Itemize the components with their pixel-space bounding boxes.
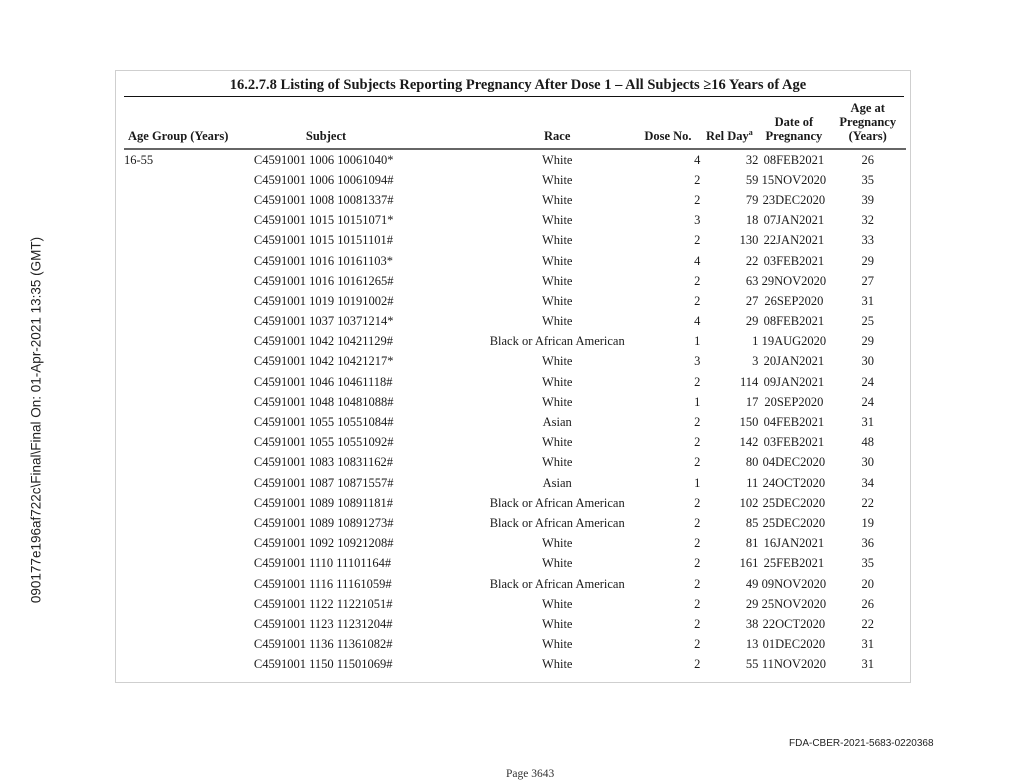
table-row <box>124 635 906 655</box>
table-row <box>124 453 906 473</box>
cell-rel-day: 29 <box>745 596 759 611</box>
cell-subject: C4591001 1042 10421217* <box>253 354 394 369</box>
cell-race: White <box>541 213 573 228</box>
cell-rel-day: 3 <box>752 354 759 369</box>
cell-age-group <box>124 534 254 554</box>
cell-race: White <box>541 455 573 470</box>
column-header-rel-day <box>700 97 758 149</box>
cell-dose-no: 2 <box>694 192 701 207</box>
table-row <box>124 291 906 311</box>
column-header-age-group: Age Group (Years) <box>124 97 254 149</box>
cell-age-at-pregnancy: 29 <box>861 253 874 268</box>
cell-subject: C4591001 1092 10921208# <box>253 536 394 551</box>
table-row <box>124 352 906 372</box>
cell-age-at-pregnancy: 22 <box>861 616 874 631</box>
cell-date-of-pregnancy: 15NOV2020 <box>761 172 827 187</box>
cell-date-of-pregnancy: 25DEC2020 <box>762 495 826 510</box>
cell-date-of-pregnancy: 09NOV2020 <box>761 576 827 591</box>
cell-race: White <box>541 354 573 369</box>
table-row <box>124 170 906 190</box>
cell-race: White <box>541 616 573 631</box>
cell-race: Black or African American <box>489 515 625 530</box>
table-row <box>124 231 906 251</box>
cell-dose-no: 4 <box>694 314 701 329</box>
cell-rel-day: 18 <box>745 213 759 228</box>
cell-age-group <box>124 190 254 210</box>
table-row <box>124 534 906 554</box>
cell-age-group <box>124 433 254 453</box>
cell-dose-no: 1 <box>694 394 701 409</box>
cell-age-group <box>124 372 254 392</box>
cell-rel-day: 29 <box>745 314 759 329</box>
cell-date-of-pregnancy: 22JAN2021 <box>763 233 825 248</box>
cell-dose-no: 2 <box>694 576 701 591</box>
header-line: Pregnancy <box>839 115 897 129</box>
cell-subject: C4591001 1016 10161103* <box>253 253 393 268</box>
cell-rel-day: 102 <box>739 495 759 510</box>
cell-rel-day: 130 <box>739 233 759 248</box>
cell-subject: C4591001 1122 11221051# <box>253 596 393 611</box>
column-header-subject: Subject <box>254 97 479 149</box>
cell-age-group <box>124 231 254 251</box>
column-header-age-at-pregnancy <box>829 97 906 149</box>
column-header-race: Race <box>479 97 635 149</box>
cell-subject: C4591001 1015 10151071* <box>253 213 394 228</box>
cell-age-group <box>124 493 254 513</box>
cell-rel-day: 11 <box>746 475 759 490</box>
cell-date-of-pregnancy: 11NOV2020 <box>761 657 826 672</box>
cell-age-group <box>124 513 254 533</box>
cell-date-of-pregnancy: 22OCT2020 <box>762 616 826 631</box>
cell-subject: C4591001 1116 11161059# <box>253 576 392 591</box>
cell-age-group <box>124 392 254 412</box>
cell-age-at-pregnancy: 22 <box>861 495 874 510</box>
cell-age-at-pregnancy: 30 <box>861 354 874 369</box>
cell-date-of-pregnancy: 04DEC2020 <box>762 455 826 470</box>
cell-dose-no: 2 <box>694 374 701 389</box>
table-row <box>124 554 906 574</box>
cell-age-group <box>124 332 254 352</box>
cell-dose-no: 2 <box>694 536 701 551</box>
cell-age-at-pregnancy: 31 <box>861 637 874 652</box>
cell-subject: C4591001 1048 10481088# <box>253 394 394 409</box>
listing-title: 16.2.7.8 Listing of Subjects Reporting Pregnancy After Dose 1 – All Subjects ≥16 Years of Age <box>124 77 904 97</box>
cell-date-of-pregnancy: 19AUG2020 <box>761 334 827 349</box>
cell-age-at-pregnancy: 24 <box>861 374 874 389</box>
cell-date-of-pregnancy: 09JAN2021 <box>763 374 825 389</box>
cell-age-group <box>124 473 254 493</box>
cell-age-group <box>124 170 254 190</box>
cell-subject: C4591001 1150 11501069# <box>253 657 393 672</box>
cell-age-at-pregnancy: 31 <box>861 293 874 308</box>
cell-subject: C4591001 1037 10371214* <box>253 314 394 329</box>
cell-rel-day: 27 <box>745 293 759 308</box>
listing-page <box>115 70 911 683</box>
cell-dose-no: 2 <box>694 556 701 571</box>
cell-age-at-pregnancy: 36 <box>861 536 874 551</box>
cell-dose-no: 3 <box>694 354 701 369</box>
document-id: FDA-CBER-2021-5683-0220368 <box>789 738 934 749</box>
cell-date-of-pregnancy: 25NOV2020 <box>761 596 827 611</box>
cell-age-group <box>124 352 254 372</box>
cell-race: White <box>541 152 573 167</box>
table-body <box>124 149 906 675</box>
cell-dose-no: 1 <box>694 334 701 349</box>
cell-age-group <box>124 574 254 594</box>
cell-age-at-pregnancy: 48 <box>861 435 874 450</box>
header-line: (Years) <box>848 129 887 143</box>
cell-dose-no: 4 <box>694 253 701 268</box>
cell-dose-no: 2 <box>694 273 701 288</box>
cell-rel-day: 85 <box>745 515 759 530</box>
cell-age-at-pregnancy: 19 <box>861 515 874 530</box>
cell-age-group <box>124 211 254 231</box>
header-line: Date of <box>774 115 814 129</box>
cell-age-at-pregnancy: 26 <box>861 152 874 167</box>
cell-age-at-pregnancy: 31 <box>861 415 874 430</box>
cell-dose-no: 2 <box>694 515 701 530</box>
cell-age-at-pregnancy: 25 <box>861 314 874 329</box>
cell-age-group <box>124 614 254 634</box>
cell-date-of-pregnancy: 25DEC2020 <box>762 515 826 530</box>
cell-subject: C4591001 1042 10421129# <box>253 334 393 349</box>
table-row <box>124 473 906 493</box>
cell-age-group <box>124 594 254 614</box>
cell-age-at-pregnancy: 30 <box>861 455 874 470</box>
table-row <box>124 190 906 210</box>
cell-subject: C4591001 1089 10891181# <box>253 495 393 510</box>
cell-rel-day: 22 <box>745 253 759 268</box>
cell-age-at-pregnancy: 20 <box>861 576 874 591</box>
cell-rel-day: 1 <box>752 334 759 349</box>
cell-race: White <box>541 596 573 611</box>
cell-race: Black or African American <box>489 495 625 510</box>
table-row <box>124 655 906 675</box>
cell-date-of-pregnancy: 04FEB2021 <box>763 415 825 430</box>
cell-age-at-pregnancy: 29 <box>861 334 874 349</box>
cell-race: White <box>541 556 573 571</box>
cell-rel-day: 79 <box>745 192 759 207</box>
cell-dose-no: 2 <box>694 435 701 450</box>
cell-subject: C4591001 1087 10871557# <box>253 475 394 490</box>
table-row <box>124 614 906 634</box>
cell-dose-no: 2 <box>694 233 701 248</box>
cell-subject: C4591001 1055 10551084# <box>253 415 394 430</box>
table-header-row <box>124 97 906 149</box>
cell-age-at-pregnancy: 35 <box>861 172 874 187</box>
cell-date-of-pregnancy: 26SEP2020 <box>764 293 824 308</box>
cell-date-of-pregnancy: 07JAN2021 <box>763 213 825 228</box>
cell-age-at-pregnancy: 31 <box>861 657 874 672</box>
cell-race: White <box>541 637 573 652</box>
cell-race: Asian <box>542 415 572 430</box>
cell-age-group <box>124 251 254 271</box>
footnote-marker: a <box>748 127 753 137</box>
page-number: Page 3643 <box>506 768 555 780</box>
cell-dose-no: 2 <box>694 293 701 308</box>
table-row <box>124 412 906 432</box>
cell-age-at-pregnancy: 34 <box>861 475 874 490</box>
cell-subject: C4591001 1006 10061094# <box>253 172 394 187</box>
cell-date-of-pregnancy: 20SEP2020 <box>764 394 824 409</box>
cell-race: White <box>541 394 573 409</box>
cell-race: White <box>541 536 573 551</box>
cell-subject: C4591001 1006 10061040* <box>253 152 394 167</box>
cell-date-of-pregnancy: 01DEC2020 <box>762 637 826 652</box>
cell-age-at-pregnancy: 26 <box>861 596 874 611</box>
cell-age-at-pregnancy: 27 <box>861 273 874 288</box>
table-row <box>124 594 906 614</box>
cell-race: White <box>541 314 573 329</box>
cell-subject: C4591001 1136 11361082# <box>253 637 393 652</box>
cell-race: White <box>541 253 573 268</box>
document-version-stamp: 090177e196af722c\Final\Final On: 01-Apr-2021 13:35 (GMT) <box>28 236 44 604</box>
cell-subject: C4591001 1046 10461118# <box>253 374 393 389</box>
cell-age-group <box>124 271 254 291</box>
rel-day-label: Rel Day <box>706 129 749 143</box>
table-row <box>124 392 906 412</box>
cell-age-group <box>124 291 254 311</box>
cell-age-at-pregnancy: 24 <box>861 394 874 409</box>
cell-dose-no: 4 <box>694 152 701 167</box>
cell-rel-day: 59 <box>745 172 759 187</box>
cell-date-of-pregnancy: 20JAN2021 <box>763 354 825 369</box>
cell-subject: C4591001 1016 10161265# <box>253 273 394 288</box>
cell-rel-day: 49 <box>745 576 759 591</box>
table-row <box>124 149 906 170</box>
cell-age-group <box>124 655 254 675</box>
cell-rel-day: 55 <box>745 657 759 672</box>
table-row <box>124 251 906 271</box>
cell-age-at-pregnancy: 33 <box>861 233 874 248</box>
cell-dose-no: 2 <box>694 415 701 430</box>
cell-date-of-pregnancy: 24OCT2020 <box>762 475 826 490</box>
cell-age-at-pregnancy: 39 <box>861 192 874 207</box>
cell-race: White <box>541 273 573 288</box>
cell-age-group <box>124 312 254 332</box>
cell-date-of-pregnancy: 25FEB2021 <box>763 556 825 571</box>
cell-rel-day: 81 <box>745 536 759 551</box>
cell-rel-day: 32 <box>745 152 759 167</box>
cell-subject: C4591001 1055 10551092# <box>253 435 394 450</box>
pregnancy-listing-table <box>124 97 906 675</box>
cell-race: White <box>541 435 573 450</box>
cell-date-of-pregnancy: 29NOV2020 <box>761 273 827 288</box>
table-row <box>124 211 906 231</box>
cell-race: White <box>541 293 573 308</box>
cell-race: Black or African American <box>489 334 625 349</box>
cell-dose-no: 2 <box>694 657 701 672</box>
cell-race: White <box>541 172 573 187</box>
cell-subject: C4591001 1015 10151101# <box>253 233 393 248</box>
cell-subject: C4591001 1083 10831162# <box>253 455 393 470</box>
column-header-dose-no: Dose No. <box>635 97 700 149</box>
table-row <box>124 433 906 453</box>
cell-subject: C4591001 1089 10891273# <box>253 515 394 530</box>
cell-age-group <box>124 412 254 432</box>
cell-race: Black or African American <box>489 576 625 591</box>
cell-dose-no: 2 <box>694 455 701 470</box>
cell-race: White <box>541 192 573 207</box>
header-line: Age at <box>850 101 885 115</box>
table-row <box>124 271 906 291</box>
cell-dose-no: 3 <box>694 213 701 228</box>
cell-age-group <box>124 635 254 655</box>
cell-rel-day: 17 <box>745 394 759 409</box>
table-row <box>124 372 906 392</box>
cell-dose-no: 1 <box>694 475 701 490</box>
cell-race: Asian <box>542 475 572 490</box>
cell-race: White <box>541 233 573 248</box>
cell-date-of-pregnancy: 23DEC2020 <box>762 192 826 207</box>
cell-date-of-pregnancy: 08FEB2021 <box>763 314 825 329</box>
cell-dose-no: 2 <box>694 637 701 652</box>
cell-race: White <box>541 657 573 672</box>
table-row <box>124 312 906 332</box>
column-header-date-of-pregnancy <box>758 97 829 149</box>
cell-rel-day: 80 <box>745 455 759 470</box>
cell-race: White <box>541 374 573 389</box>
cell-dose-no: 2 <box>694 495 701 510</box>
cell-rel-day: 150 <box>739 415 759 430</box>
cell-rel-day: 63 <box>745 273 759 288</box>
cell-subject: C4591001 1123 11231204# <box>253 616 393 631</box>
cell-age-at-pregnancy: 32 <box>861 213 874 228</box>
cell-rel-day: 13 <box>745 637 759 652</box>
cell-date-of-pregnancy: 16JAN2021 <box>763 536 825 551</box>
cell-subject: C4591001 1008 10081337# <box>253 192 394 207</box>
cell-age-at-pregnancy: 35 <box>861 556 874 571</box>
table-row <box>124 493 906 513</box>
table-row <box>124 332 906 352</box>
cell-age-group <box>124 453 254 473</box>
cell-date-of-pregnancy: 08FEB2021 <box>763 152 825 167</box>
cell-subject: C4591001 1110 11101164# <box>253 556 392 571</box>
cell-rel-day: 142 <box>739 435 759 450</box>
cell-rel-day: 114 <box>740 374 759 389</box>
table-row <box>124 574 906 594</box>
cell-age-group <box>124 554 254 574</box>
cell-subject: C4591001 1019 10191002# <box>253 293 394 308</box>
cell-dose-no: 2 <box>694 616 701 631</box>
header-line: Pregnancy <box>765 129 823 143</box>
cell-rel-day: 38 <box>745 616 759 631</box>
cell-dose-no: 2 <box>694 172 701 187</box>
table-row <box>124 513 906 533</box>
cell-age-group: 16-55 <box>124 152 154 167</box>
cell-dose-no: 2 <box>694 596 701 611</box>
cell-date-of-pregnancy: 03FEB2021 <box>763 435 825 450</box>
cell-date-of-pregnancy: 03FEB2021 <box>763 253 825 268</box>
cell-rel-day: 161 <box>739 556 759 571</box>
